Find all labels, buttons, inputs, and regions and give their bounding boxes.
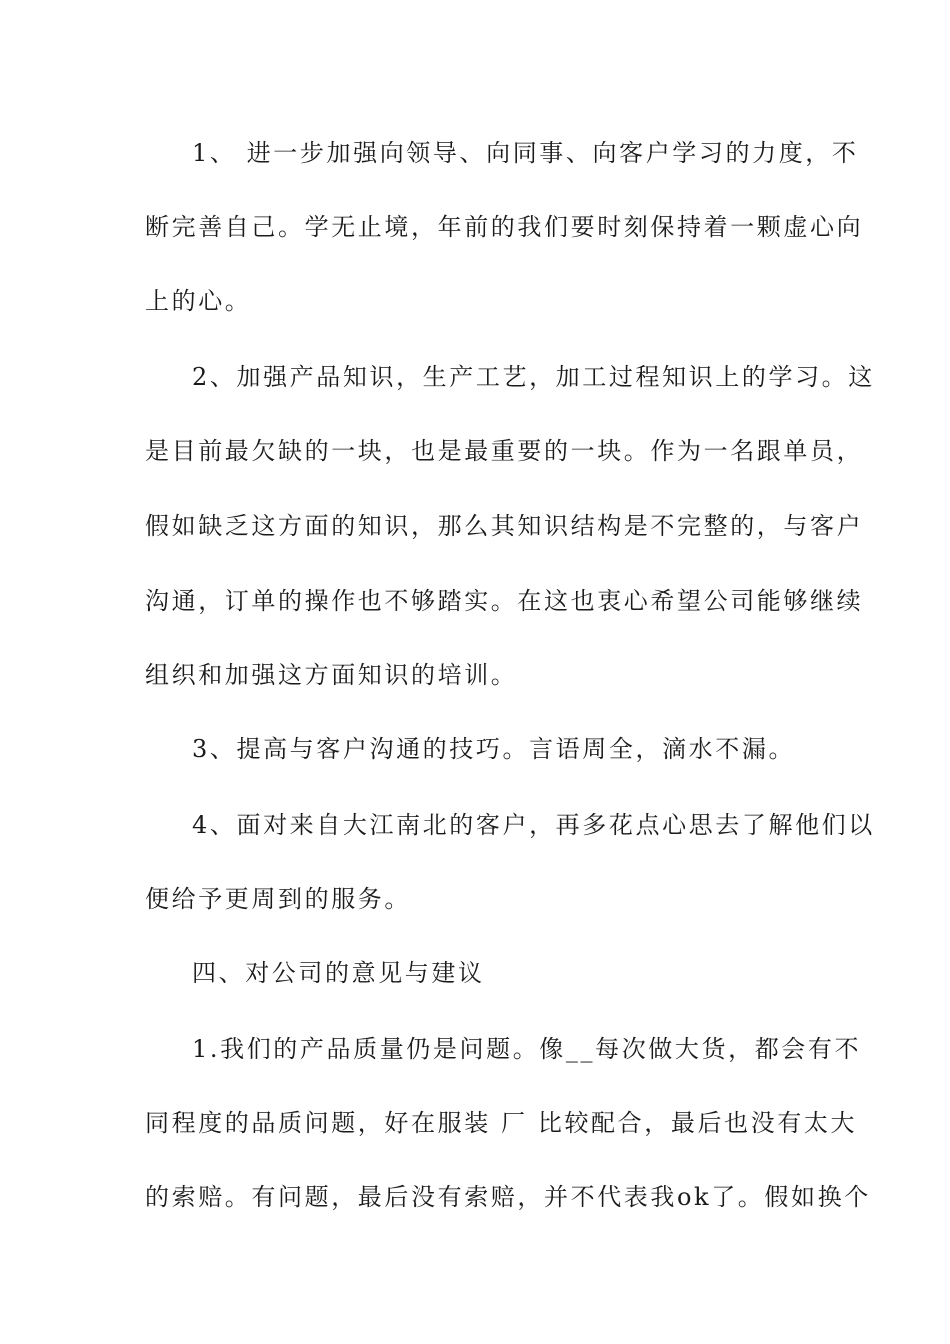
- paragraph-5-line-3: 的索赔。有问题，最后没有索赔，并不代表我ok了。假如换个: [145, 1183, 871, 1211]
- paragraph-2-line-3: 假如缺乏这方面的知识，那么其知识结构是不完整的，与客户: [145, 512, 864, 540]
- paragraph-2-line-2: 是目前最欠缺的一块，也是最重要的一块。作为一名跟单员，: [145, 437, 864, 465]
- paragraph-2-line-1: 2、加强产品知识，生产工艺，加工过程知识上的学习。这: [192, 363, 875, 391]
- paragraph-2-line-4: 沟通，订单的操作也不够踏实。在这也衷心希望公司能够继续: [145, 587, 864, 615]
- paragraph-1-line-3: 上的心。: [145, 287, 252, 315]
- paragraph-5-line-1: 1.我们的产品质量仍是问题。像__每次做大货，都会有不: [192, 1035, 862, 1063]
- paragraph-4-line-2: 便给予更周到的服务。: [145, 885, 411, 913]
- paragraph-4-line-1: 4、面对来自大江南北的客户，再多花点心思去了解他们以: [192, 811, 875, 839]
- paragraph-2-line-5: 组织和加强这方面知识的培训。: [145, 661, 518, 689]
- paragraph-1-line-2: 断完善自己。学无止境，年前的我们要时刻保持着一颗虚心向: [145, 213, 864, 241]
- paragraph-5-line-2: 同程度的品质问题，好在服装 厂 比较配合，最后也没有太大: [145, 1109, 858, 1137]
- section-heading: 四、对公司的意见与建议: [192, 959, 485, 987]
- paragraph-3-line-1: 3、提高与客户沟通的技巧。言语周全，滴水不漏。: [192, 735, 796, 763]
- paragraph-1-line-1: 1、 进一步加强向领导、向同事、向客户学习的力度，不: [192, 139, 859, 167]
